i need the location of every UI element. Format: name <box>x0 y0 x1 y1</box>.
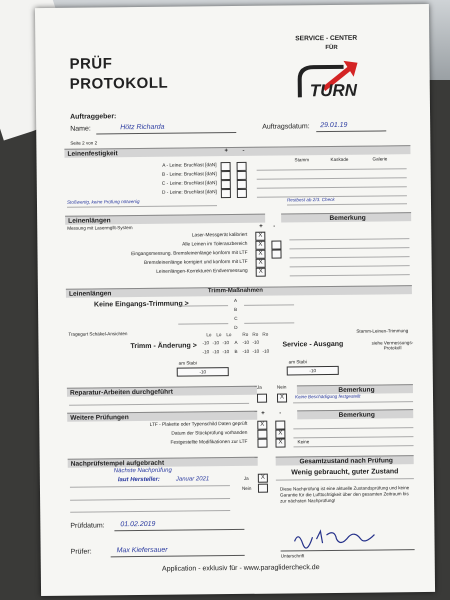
ll-minus-header: - <box>273 223 276 230</box>
reparatur-ja: Ja <box>256 384 262 390</box>
lf-b-minus-box[interactable] <box>237 171 247 180</box>
leinenfestigkeit-header-bar <box>64 145 410 158</box>
trimm-eing-line-c-r <box>244 322 294 324</box>
lf-a-plus-box[interactable] <box>221 162 231 171</box>
ll-row-3-minus-box[interactable] <box>271 250 281 259</box>
weitere-row-1-minus-box[interactable] <box>275 420 285 429</box>
ll-line-2 <box>289 247 409 249</box>
siehe-protokoll: siehe Vermessungs-Protokoll <box>371 340 414 351</box>
signature-line <box>281 549 415 551</box>
trimm-a-l2: -10 <box>212 340 220 346</box>
weitere-bemerkung-bar <box>297 409 413 419</box>
service-ausgang: Service - Ausgang <box>282 340 344 349</box>
gesamt-header: Gesamtzustand nach Prüfung <box>299 457 393 466</box>
ll-row-5-label: Leinenlängen-Korrekturen Endvermessung <box>156 268 248 275</box>
ll-line-1 <box>289 238 409 240</box>
trimm-mass-header: Trimm-Maßnahmen <box>207 287 263 295</box>
signature <box>290 526 380 549</box>
trimm-col-l2: Lo <box>216 332 222 338</box>
weitere-bemerkung-header: Bemerkung <box>338 411 375 419</box>
ll-bemerkung-bar <box>281 212 411 222</box>
trimm-col-r3: Ro <box>262 331 269 337</box>
stempel-line-2 <box>70 498 230 501</box>
ll-bemerkung-header: Bemerkung <box>329 214 366 223</box>
trimm-aenderung: Trimm - Änderung > <box>130 342 197 351</box>
lf-col-stamm: Stamm <box>294 157 310 163</box>
trimm-b-l2: -10 <box>212 349 220 355</box>
signature-graphic <box>290 526 380 549</box>
lf-d-minus-box[interactable] <box>237 189 247 198</box>
lf-c-plus-box[interactable] <box>221 180 231 189</box>
name-line <box>96 132 236 134</box>
name-value: Hötz Richarda <box>120 123 165 132</box>
reparatur-ja-box[interactable] <box>257 394 267 403</box>
auftragsdatum-label: Auftragsdatum: <box>262 123 310 131</box>
ll-line-5 <box>290 274 410 276</box>
ll-row-5-plus-box[interactable]: X <box>256 268 266 277</box>
pruefdatum-label: Prüfdatum: <box>70 522 105 530</box>
stempel-line-1 <box>70 485 230 488</box>
weitere-row-2-label: Datum der Stückprüfung vorhanden <box>171 430 248 437</box>
leinenfestigkeit-header: Leinenfestigkeit <box>67 150 118 158</box>
weitere-header-bar <box>67 411 257 422</box>
stempel-ja-box[interactable]: X <box>258 474 268 483</box>
trimm-letter-b: B <box>234 306 238 313</box>
stabi-left-label: am Stabi <box>178 360 197 366</box>
weitere-row-2-minus-box[interactable]: X <box>275 429 285 438</box>
lf-minus-header: - <box>242 147 245 154</box>
ll-row-4-plus-box[interactable]: X <box>256 259 266 268</box>
weitere-row-3-minus-box[interactable]: X <box>275 438 285 447</box>
laut-hersteller: laut Hersteller: <box>117 476 160 484</box>
auftragsdatum-value: 29.01.19 <box>320 121 348 130</box>
pruefer-value: Max Kiefersauer <box>116 546 168 555</box>
application-footer: Application - exklusiv für - www.paraglidercheck.de <box>161 564 320 573</box>
lf-row-d: D - Leine: Bruchlast [daN] <box>161 190 217 196</box>
lf-row-c: C - Leine: Bruchlast [daN] <box>161 181 217 187</box>
reparatur-nein-box[interactable]: X <box>277 393 287 402</box>
turn-logo <box>293 59 363 104</box>
weitere-keine: Keine <box>297 439 310 445</box>
date-line <box>316 130 386 132</box>
hersteller-value: Januar 2021 <box>175 476 210 483</box>
gesamt-text: Diese Nachprüfung ist eine aktuelle Zustandsprüfung und keine Garantie für die Lufttüchtigkeit über den gesamten Zeitraum bis zur nächsten Nachprüfung! <box>279 485 410 504</box>
stabi-left-value: -10 <box>177 367 229 377</box>
ll-row-2-minus-box[interactable] <box>271 241 281 250</box>
pruefer-line <box>111 555 245 557</box>
leinenlaengen-header: Leinenlängen <box>68 217 111 225</box>
page-label: Seite 2 von 2 <box>70 140 98 146</box>
reparatur-header-bar <box>67 386 257 397</box>
ll-line-4 <box>290 265 410 267</box>
trimm-eing-line-a-r <box>244 304 294 306</box>
ll-plus-header: + <box>259 223 263 230</box>
stempel-header: Nachprüfstempel aufgebracht <box>70 459 165 468</box>
trimm-header: Leinenlängen <box>68 290 112 298</box>
trimm-col-r2: Ro <box>252 331 259 337</box>
trimm-letter-c: C <box>234 315 238 322</box>
trimm-b-r2: -10 <box>252 348 260 354</box>
trimm-b-l3: -10 <box>222 349 230 355</box>
weitere-row-2-plus-box[interactable] <box>257 430 267 439</box>
trimm-eing-line-c-l <box>178 323 228 325</box>
weitere-plus: + <box>261 410 265 417</box>
lf-col-galerie: Galerie <box>372 156 388 162</box>
weitere-line-1 <box>293 427 413 429</box>
lf-b-plus-box[interactable] <box>221 171 231 180</box>
unterschrift-label: Unterschrift <box>280 553 305 559</box>
trimm-a-l1: -10 <box>202 340 210 346</box>
lf-line-3 <box>257 186 407 189</box>
lf-col-kaskade: Kaskade <box>330 156 349 162</box>
trimm-eingang: Keine Eingangs-Trimmung > <box>94 300 189 309</box>
title-line-2: PROTOKOLL <box>69 74 169 93</box>
pruefer-label: Prüfer: <box>70 548 92 556</box>
lf-c-minus-box[interactable] <box>237 180 247 189</box>
weitere-minus: - <box>279 410 282 417</box>
leinenlaengen-header-bar <box>65 214 265 225</box>
trimm-col-r1: Ro <box>242 331 249 337</box>
lf-d-plus-box[interactable] <box>221 189 231 198</box>
reparatur-line-1 <box>69 403 249 406</box>
trimm-b-r1: -10 <box>242 348 250 354</box>
weitere-header: Weitere Prüfungen <box>70 414 129 422</box>
lf-note-left: Stoßwertig, keine Prüfung nötwenig <box>66 198 140 205</box>
stempel-nein-box[interactable] <box>258 484 268 493</box>
lf-line-2 <box>257 177 407 180</box>
gesamt-value: Wenig gebraucht, guter Zustand <box>291 468 399 477</box>
ll-row-4-label: Bremsleinenlänge korrigiert und konform mit LTF <box>143 259 248 266</box>
ll-row-1-plus-box[interactable]: X <box>255 232 265 241</box>
ll-row-2-plus-box[interactable]: X <box>255 241 265 250</box>
trimm-col-l1: Lo <box>206 332 212 338</box>
lf-row-a: A - Leine: Bruchlast [daN] <box>162 163 217 169</box>
lf-plus-header: + <box>224 148 228 155</box>
gesamt-line-1 <box>276 478 414 480</box>
stempel-line-3 <box>70 510 230 513</box>
lf-note-line-left <box>67 205 217 208</box>
trimm-eing-line-a-l <box>178 305 228 307</box>
trimm-row-b-letter: B <box>234 348 238 355</box>
reparatur-header: Reparatur-Arbeiten durchgeführt <box>69 388 173 397</box>
logo-text: TURN <box>309 80 358 101</box>
ll-row-3-plus-box[interactable]: X <box>255 250 265 259</box>
stabi-right-label: am Stabi <box>288 359 307 365</box>
lf-line-1 <box>257 168 407 171</box>
pruefdatum-line <box>114 529 244 531</box>
trimm-a-r1: -10 <box>242 339 250 345</box>
trimm-letter-d: D <box>234 324 238 331</box>
weitere-row-1-label: LTF - Plakette oder Typenschild Daten geprüft <box>149 421 248 428</box>
ll-row-3-label: Eingangsmessung. Bremsleinenlänge konform mit LTF <box>131 250 248 258</box>
stempel-nein: Nein <box>241 485 252 491</box>
stempel-ja: Ja <box>243 475 249 481</box>
ll-line-3 <box>290 256 410 258</box>
reparatur-line-2 <box>293 401 413 403</box>
trimm-letter-a: A <box>233 297 238 304</box>
trimm-a-r2: -10 <box>252 339 260 345</box>
stempel-header-bar <box>68 457 258 468</box>
weitere-row-3-plus-box[interactable] <box>257 439 267 448</box>
stabi-right-value: -10 <box>287 366 339 376</box>
tragegurt-label: Tragegurt Schäkel-Ansichten <box>68 331 128 337</box>
lf-a-minus-box[interactable] <box>237 162 247 171</box>
reparatur-bemerkung-header: Bemerkung <box>338 386 375 394</box>
weitere-line-3 <box>294 445 414 447</box>
name-label: Name: <box>70 125 91 133</box>
trimm-a-l3: -10 <box>222 340 230 346</box>
service-fuer-label: FÜR <box>325 44 338 52</box>
pruefdatum-value: 01.02.2019 <box>120 520 156 529</box>
service-center-label: SERVICE - CENTER <box>295 34 358 43</box>
ll-row-2-label: Alle Leinen im Toleranzbereich <box>182 241 248 248</box>
title-line-1: PRÜF <box>69 55 113 73</box>
trimm-b-l1: -10 <box>202 349 210 355</box>
reparatur-note: Keine Beschädigung festgestellt <box>294 393 361 400</box>
ll-subheader: Messung mit Lasermgllt-System <box>67 225 133 231</box>
ll-row-1-label: Laser-Messgerät kalibriert <box>191 232 248 239</box>
lf-row-b: B - Leine: Bruchlast [daN] <box>161 172 217 178</box>
stamm-trimm-label: Stamm-Leinen-Trimmung <box>356 328 409 334</box>
weitere-line-2 <box>293 436 413 438</box>
auftraggeber-label: Auftraggeber: <box>70 113 117 121</box>
trimm-col-l3: Lo <box>226 332 232 338</box>
protocol-sheet <box>35 4 435 596</box>
gesamt-header-bar <box>276 455 414 465</box>
lf-note-line-right <box>287 203 407 205</box>
weitere-row-1-plus-box[interactable]: X <box>257 421 267 430</box>
naechste-nachpruefung: Nächste Nachprüfung <box>113 467 172 475</box>
reparatur-nein: Nein <box>276 384 287 390</box>
trimm-b-r3: -10 <box>262 348 270 354</box>
trimm-row-a-letter: A <box>234 339 238 346</box>
lf-note-right: Restbest ab 2/3. Check <box>286 196 335 203</box>
weitere-row-3-label: Festgestellte Modifikationen zur LTF <box>170 439 248 446</box>
